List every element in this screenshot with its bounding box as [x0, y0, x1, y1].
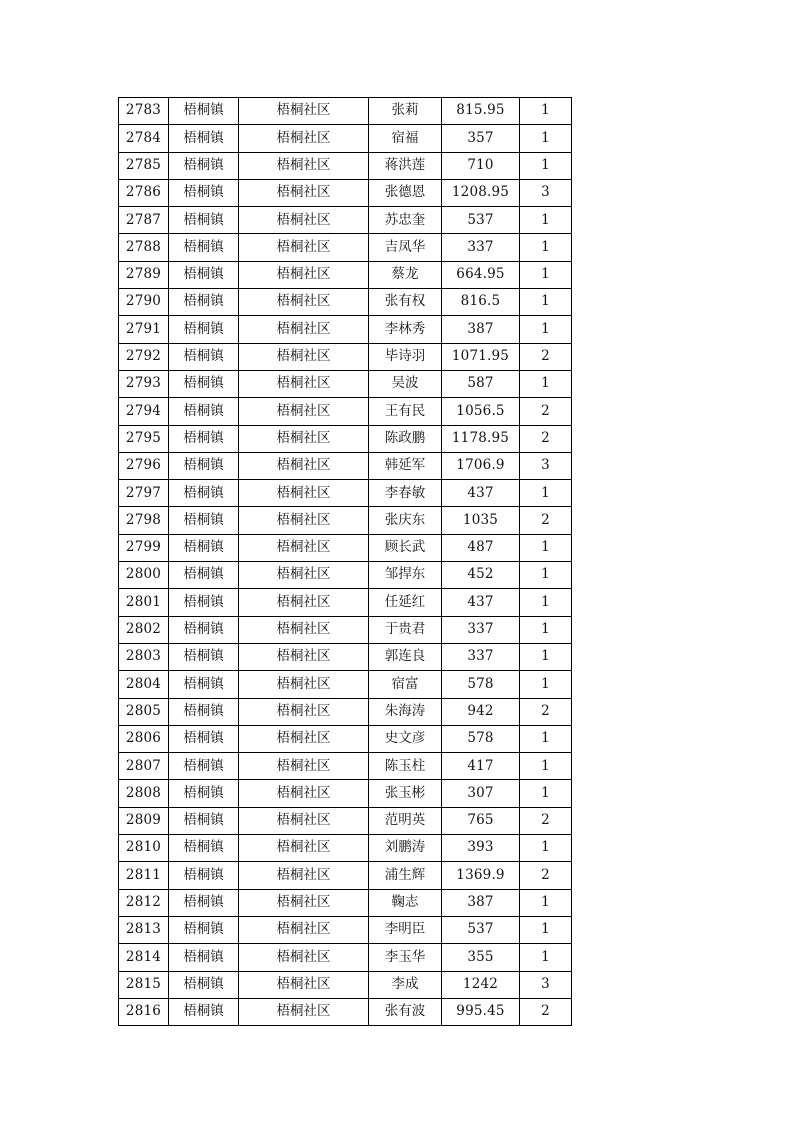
- row-number-cell: 2802: [119, 616, 169, 643]
- town-cell: 梧桐镇: [169, 316, 239, 343]
- row-number-cell: 2807: [119, 753, 169, 780]
- community-cell: 梧桐社区: [239, 562, 369, 589]
- town-cell: 梧桐镇: [169, 671, 239, 698]
- count-cell: 3: [520, 971, 572, 998]
- community-cell: 梧桐社区: [239, 452, 369, 479]
- name-cell: 刘鹏涛: [369, 835, 442, 862]
- town-cell: 梧桐镇: [169, 152, 239, 179]
- community-cell: 梧桐社区: [239, 98, 369, 125]
- count-cell: 1: [520, 916, 572, 943]
- table-row: [119, 316, 572, 343]
- community-cell: 梧桐社区: [239, 289, 369, 316]
- amount-cell: 537: [442, 207, 520, 234]
- table-row: [119, 698, 572, 725]
- name-cell: 王有民: [369, 398, 442, 425]
- name-cell: 于贵君: [369, 616, 442, 643]
- row-number-cell: 2789: [119, 261, 169, 288]
- row-number-cell: 2786: [119, 179, 169, 206]
- name-cell: 张有波: [369, 998, 442, 1025]
- table-row: [119, 207, 572, 234]
- name-cell: 鞠志: [369, 889, 442, 916]
- town-cell: 梧桐镇: [169, 562, 239, 589]
- table-row: [119, 425, 572, 452]
- name-cell: 宿福: [369, 125, 442, 152]
- community-cell: 梧桐社区: [239, 698, 369, 725]
- name-cell: 张德恩: [369, 179, 442, 206]
- row-number-cell: 2795: [119, 425, 169, 452]
- count-cell: 2: [520, 998, 572, 1025]
- table-row: [119, 562, 572, 589]
- town-cell: 梧桐镇: [169, 125, 239, 152]
- count-cell: 1: [520, 289, 572, 316]
- table-row: [119, 98, 572, 125]
- records-table: [118, 97, 572, 1026]
- table-row: [119, 480, 572, 507]
- town-cell: 梧桐镇: [169, 343, 239, 370]
- row-number-cell: 2808: [119, 780, 169, 807]
- count-cell: 1: [520, 944, 572, 971]
- amount-cell: 587: [442, 370, 520, 397]
- count-cell: 1: [520, 207, 572, 234]
- count-cell: 2: [520, 698, 572, 725]
- records-table-container: [118, 97, 572, 1026]
- town-cell: 梧桐镇: [169, 234, 239, 261]
- town-cell: 梧桐镇: [169, 643, 239, 670]
- count-cell: 1: [520, 643, 572, 670]
- community-cell: 梧桐社区: [239, 234, 369, 261]
- row-number-cell: 2806: [119, 725, 169, 752]
- row-number-cell: 2792: [119, 343, 169, 370]
- amount-cell: 578: [442, 725, 520, 752]
- amount-cell: 357: [442, 125, 520, 152]
- name-cell: 李玉华: [369, 944, 442, 971]
- community-cell: 梧桐社区: [239, 780, 369, 807]
- name-cell: 陈玉柱: [369, 753, 442, 780]
- community-cell: 梧桐社区: [239, 998, 369, 1025]
- count-cell: 1: [520, 534, 572, 561]
- name-cell: 吴波: [369, 370, 442, 397]
- name-cell: 张庆东: [369, 507, 442, 534]
- row-number-cell: 2801: [119, 589, 169, 616]
- table-row: [119, 370, 572, 397]
- name-cell: 张玉彬: [369, 780, 442, 807]
- count-cell: 1: [520, 589, 572, 616]
- count-cell: 1: [520, 753, 572, 780]
- amount-cell: 437: [442, 480, 520, 507]
- count-cell: 2: [520, 507, 572, 534]
- amount-cell: 995.45: [442, 998, 520, 1025]
- community-cell: 梧桐社区: [239, 125, 369, 152]
- count-cell: 1: [520, 671, 572, 698]
- table-row: [119, 589, 572, 616]
- amount-cell: 387: [442, 316, 520, 343]
- name-cell: 蔡龙: [369, 261, 442, 288]
- town-cell: 梧桐镇: [169, 425, 239, 452]
- count-cell: 3: [520, 179, 572, 206]
- row-number-cell: 2810: [119, 835, 169, 862]
- table-row: [119, 971, 572, 998]
- town-cell: 梧桐镇: [169, 944, 239, 971]
- community-cell: 梧桐社区: [239, 835, 369, 862]
- amount-cell: 307: [442, 780, 520, 807]
- name-cell: 李林秀: [369, 316, 442, 343]
- count-cell: 2: [520, 425, 572, 452]
- name-cell: 史文彦: [369, 725, 442, 752]
- amount-cell: 1035: [442, 507, 520, 534]
- count-cell: 1: [520, 480, 572, 507]
- count-cell: 1: [520, 316, 572, 343]
- row-number-cell: 2797: [119, 480, 169, 507]
- row-number-cell: 2811: [119, 862, 169, 889]
- community-cell: 梧桐社区: [239, 398, 369, 425]
- row-number-cell: 2815: [119, 971, 169, 998]
- table-row: [119, 780, 572, 807]
- count-cell: 1: [520, 835, 572, 862]
- table-row: [119, 807, 572, 834]
- table-row: [119, 616, 572, 643]
- town-cell: 梧桐镇: [169, 289, 239, 316]
- amount-cell: 437: [442, 589, 520, 616]
- town-cell: 梧桐镇: [169, 207, 239, 234]
- town-cell: 梧桐镇: [169, 916, 239, 943]
- amount-cell: 1369.9: [442, 862, 520, 889]
- count-cell: 1: [520, 152, 572, 179]
- count-cell: 1: [520, 125, 572, 152]
- count-cell: 1: [520, 780, 572, 807]
- community-cell: 梧桐社区: [239, 480, 369, 507]
- count-cell: 1: [520, 562, 572, 589]
- table-row: [119, 534, 572, 561]
- count-cell: 2: [520, 398, 572, 425]
- town-cell: 梧桐镇: [169, 370, 239, 397]
- community-cell: 梧桐社区: [239, 671, 369, 698]
- amount-cell: 537: [442, 916, 520, 943]
- amount-cell: 664.95: [442, 261, 520, 288]
- community-cell: 梧桐社区: [239, 643, 369, 670]
- town-cell: 梧桐镇: [169, 179, 239, 206]
- row-number-cell: 2809: [119, 807, 169, 834]
- community-cell: 梧桐社区: [239, 916, 369, 943]
- row-number-cell: 2805: [119, 698, 169, 725]
- community-cell: 梧桐社区: [239, 589, 369, 616]
- community-cell: 梧桐社区: [239, 753, 369, 780]
- row-number-cell: 2798: [119, 507, 169, 534]
- count-cell: 1: [520, 261, 572, 288]
- town-cell: 梧桐镇: [169, 480, 239, 507]
- community-cell: 梧桐社区: [239, 207, 369, 234]
- town-cell: 梧桐镇: [169, 998, 239, 1025]
- table-row: [119, 125, 572, 152]
- amount-cell: 816.5: [442, 289, 520, 316]
- town-cell: 梧桐镇: [169, 698, 239, 725]
- name-cell: 毕诗羽: [369, 343, 442, 370]
- row-number-cell: 2794: [119, 398, 169, 425]
- amount-cell: 337: [442, 643, 520, 670]
- town-cell: 梧桐镇: [169, 534, 239, 561]
- town-cell: 梧桐镇: [169, 452, 239, 479]
- town-cell: 梧桐镇: [169, 261, 239, 288]
- community-cell: 梧桐社区: [239, 944, 369, 971]
- table-row: [119, 343, 572, 370]
- name-cell: 范明英: [369, 807, 442, 834]
- amount-cell: 710: [442, 152, 520, 179]
- amount-cell: 452: [442, 562, 520, 589]
- amount-cell: 393: [442, 835, 520, 862]
- row-number-cell: 2800: [119, 562, 169, 589]
- town-cell: 梧桐镇: [169, 835, 239, 862]
- count-cell: 2: [520, 343, 572, 370]
- table-row: [119, 398, 572, 425]
- community-cell: 梧桐社区: [239, 425, 369, 452]
- count-cell: 1: [520, 725, 572, 752]
- name-cell: 李明臣: [369, 916, 442, 943]
- community-cell: 梧桐社区: [239, 370, 369, 397]
- amount-cell: 765: [442, 807, 520, 834]
- table-row: [119, 944, 572, 971]
- community-cell: 梧桐社区: [239, 261, 369, 288]
- name-cell: 陈政鹏: [369, 425, 442, 452]
- row-number-cell: 2813: [119, 916, 169, 943]
- count-cell: 3: [520, 452, 572, 479]
- community-cell: 梧桐社区: [239, 534, 369, 561]
- name-cell: 李春敏: [369, 480, 442, 507]
- amount-cell: 1706.9: [442, 452, 520, 479]
- count-cell: 1: [520, 889, 572, 916]
- row-number-cell: 2804: [119, 671, 169, 698]
- name-cell: 朱海涛: [369, 698, 442, 725]
- table-row: [119, 152, 572, 179]
- community-cell: 梧桐社区: [239, 152, 369, 179]
- amount-cell: 337: [442, 234, 520, 261]
- amount-cell: 417: [442, 753, 520, 780]
- community-cell: 梧桐社区: [239, 889, 369, 916]
- table-row: [119, 507, 572, 534]
- name-cell: 苏忠奎: [369, 207, 442, 234]
- row-number-cell: 2796: [119, 452, 169, 479]
- community-cell: 梧桐社区: [239, 725, 369, 752]
- records-table-body: [119, 98, 572, 1026]
- town-cell: 梧桐镇: [169, 398, 239, 425]
- name-cell: 顾长武: [369, 534, 442, 561]
- count-cell: 1: [520, 234, 572, 261]
- table-row: [119, 725, 572, 752]
- row-number-cell: 2785: [119, 152, 169, 179]
- amount-cell: 1056.5: [442, 398, 520, 425]
- table-row: [119, 916, 572, 943]
- amount-cell: 337: [442, 616, 520, 643]
- town-cell: 梧桐镇: [169, 725, 239, 752]
- table-row: [119, 835, 572, 862]
- count-cell: 1: [520, 98, 572, 125]
- name-cell: 韩延军: [369, 452, 442, 479]
- town-cell: 梧桐镇: [169, 971, 239, 998]
- amount-cell: 578: [442, 671, 520, 698]
- count-cell: 2: [520, 862, 572, 889]
- community-cell: 梧桐社区: [239, 971, 369, 998]
- town-cell: 梧桐镇: [169, 889, 239, 916]
- name-cell: 任延红: [369, 589, 442, 616]
- name-cell: 李成: [369, 971, 442, 998]
- name-cell: 张莉: [369, 98, 442, 125]
- row-number-cell: 2793: [119, 370, 169, 397]
- row-number-cell: 2783: [119, 98, 169, 125]
- amount-cell: 355: [442, 944, 520, 971]
- count-cell: 1: [520, 370, 572, 397]
- name-cell: 吉凤华: [369, 234, 442, 261]
- table-row: [119, 889, 572, 916]
- town-cell: 梧桐镇: [169, 507, 239, 534]
- table-row: [119, 452, 572, 479]
- name-cell: 郭连良: [369, 643, 442, 670]
- community-cell: 梧桐社区: [239, 316, 369, 343]
- community-cell: 梧桐社区: [239, 343, 369, 370]
- row-number-cell: 2803: [119, 643, 169, 670]
- row-number-cell: 2814: [119, 944, 169, 971]
- table-row: [119, 179, 572, 206]
- count-cell: 2: [520, 807, 572, 834]
- table-row: [119, 261, 572, 288]
- table-row: [119, 643, 572, 670]
- amount-cell: 1208.95: [442, 179, 520, 206]
- name-cell: 邹捍东: [369, 562, 442, 589]
- amount-cell: 487: [442, 534, 520, 561]
- row-number-cell: 2816: [119, 998, 169, 1025]
- table-row: [119, 671, 572, 698]
- name-cell: 张有权: [369, 289, 442, 316]
- town-cell: 梧桐镇: [169, 807, 239, 834]
- town-cell: 梧桐镇: [169, 780, 239, 807]
- amount-cell: 1242: [442, 971, 520, 998]
- town-cell: 梧桐镇: [169, 98, 239, 125]
- community-cell: 梧桐社区: [239, 616, 369, 643]
- town-cell: 梧桐镇: [169, 589, 239, 616]
- row-number-cell: 2784: [119, 125, 169, 152]
- table-row: [119, 998, 572, 1025]
- community-cell: 梧桐社区: [239, 862, 369, 889]
- community-cell: 梧桐社区: [239, 807, 369, 834]
- table-row: [119, 862, 572, 889]
- table-row: [119, 753, 572, 780]
- row-number-cell: 2799: [119, 534, 169, 561]
- community-cell: 梧桐社区: [239, 179, 369, 206]
- town-cell: 梧桐镇: [169, 862, 239, 889]
- community-cell: 梧桐社区: [239, 507, 369, 534]
- town-cell: 梧桐镇: [169, 753, 239, 780]
- table-row: [119, 234, 572, 261]
- row-number-cell: 2787: [119, 207, 169, 234]
- row-number-cell: 2791: [119, 316, 169, 343]
- table-row: [119, 289, 572, 316]
- row-number-cell: 2812: [119, 889, 169, 916]
- amount-cell: 815.95: [442, 98, 520, 125]
- amount-cell: 1071.95: [442, 343, 520, 370]
- name-cell: 蒋洪莲: [369, 152, 442, 179]
- amount-cell: 942: [442, 698, 520, 725]
- name-cell: 宿富: [369, 671, 442, 698]
- row-number-cell: 2788: [119, 234, 169, 261]
- town-cell: 梧桐镇: [169, 616, 239, 643]
- amount-cell: 1178.95: [442, 425, 520, 452]
- count-cell: 1: [520, 616, 572, 643]
- name-cell: 浦生辉: [369, 862, 442, 889]
- row-number-cell: 2790: [119, 289, 169, 316]
- amount-cell: 387: [442, 889, 520, 916]
